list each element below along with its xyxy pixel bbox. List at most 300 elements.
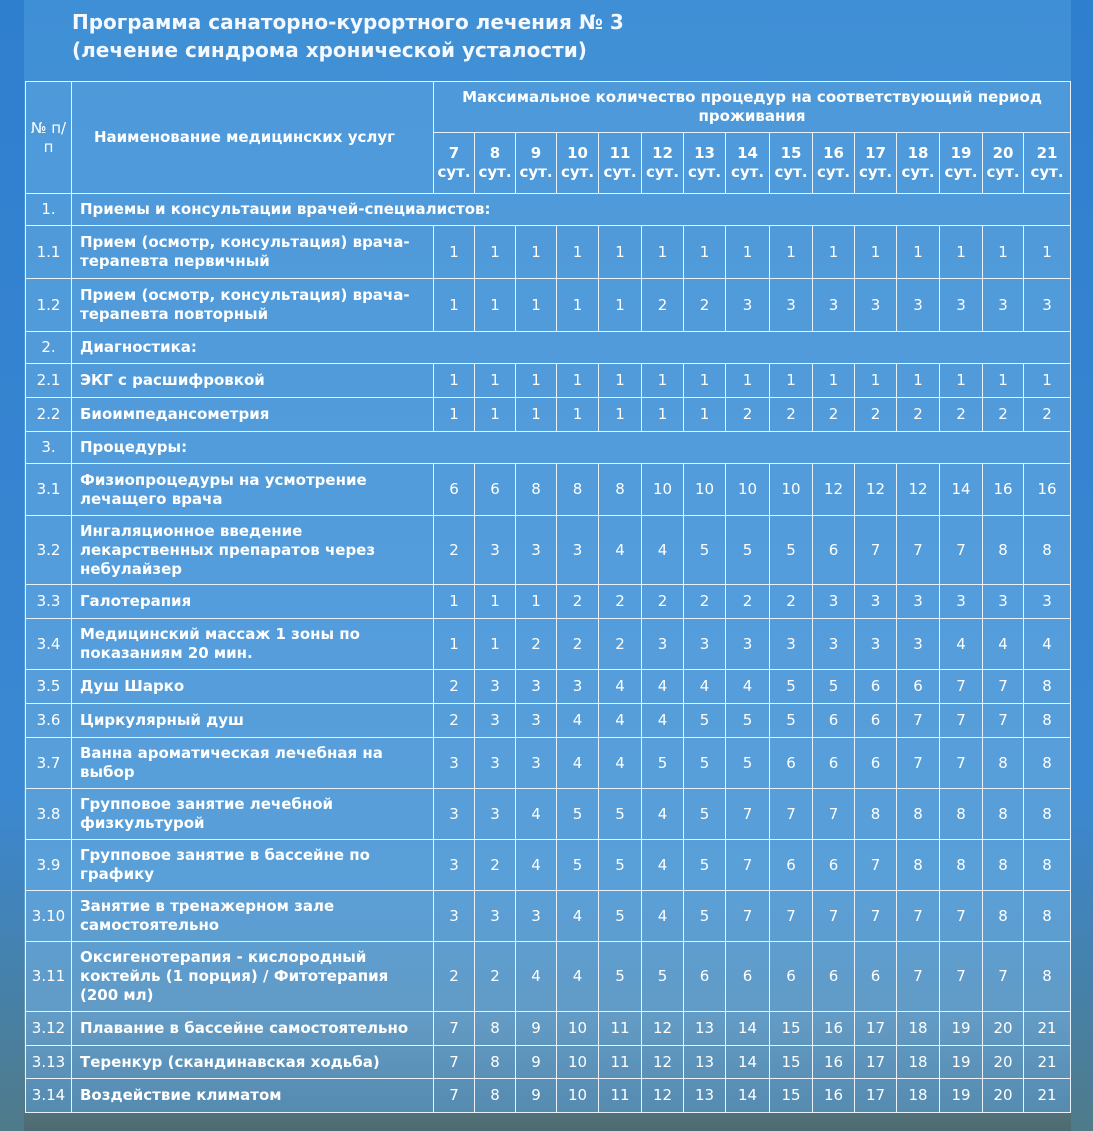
- table-row: [26, 704, 1071, 738]
- procedure-count: 1: [516, 585, 557, 619]
- procedure-count: 1: [684, 226, 726, 279]
- table-row: [26, 670, 1071, 704]
- service-name: Оксигенотерапия - кислородный коктейль (1 порция) / Фитотерапия (200 мл): [72, 942, 434, 1012]
- procedure-count: 3: [813, 619, 855, 670]
- procedure-count: 3: [475, 738, 516, 789]
- procedure-count: 10: [684, 464, 726, 516]
- procedure-count: 17: [855, 1079, 897, 1113]
- procedure-count: 8: [940, 840, 983, 891]
- procedure-count: 1: [983, 364, 1024, 398]
- header-day: 16 сут.: [813, 133, 855, 194]
- row-number: 3.14: [26, 1079, 72, 1113]
- procedure-count: 16: [813, 1046, 855, 1079]
- procedure-count: 6: [684, 942, 726, 1012]
- procedure-count: 3: [516, 704, 557, 738]
- procedure-count: 3: [434, 891, 475, 942]
- procedure-count: 4: [642, 840, 684, 891]
- procedure-count: 2: [434, 704, 475, 738]
- procedure-count: 2: [897, 398, 940, 432]
- procedure-count: 2: [599, 619, 642, 670]
- procedure-count: 1: [557, 364, 599, 398]
- procedure-count: 2: [434, 516, 475, 585]
- procedure-count: 6: [770, 840, 813, 891]
- service-name: Душ Шарко: [72, 670, 434, 704]
- procedure-count: 1: [475, 279, 516, 332]
- table-row: [26, 464, 1071, 516]
- procedure-count: 2: [940, 398, 983, 432]
- procedure-count: 1: [855, 364, 897, 398]
- procedure-count: 3: [434, 840, 475, 891]
- service-name: Плавание в бассейне самостоятельно: [72, 1012, 434, 1046]
- procedure-count: 6: [855, 670, 897, 704]
- procedure-count: 1: [940, 364, 983, 398]
- procedure-count: 18: [897, 1046, 940, 1079]
- procedure-count: 14: [940, 464, 983, 516]
- procedure-count: 1: [599, 226, 642, 279]
- procedure-count: 6: [434, 464, 475, 516]
- section-row: [26, 432, 1071, 464]
- procedure-count: 7: [940, 738, 983, 789]
- procedure-count: 16: [1024, 464, 1071, 516]
- procedure-count: 8: [1024, 516, 1071, 585]
- row-number: 1.1: [26, 226, 72, 279]
- procedure-count: 10: [557, 1079, 599, 1113]
- procedure-count: 6: [813, 516, 855, 585]
- section-title: Диагностика:: [72, 332, 1071, 364]
- procedure-count: 1: [599, 398, 642, 432]
- procedure-count: 4: [642, 670, 684, 704]
- procedure-count: 14: [726, 1079, 770, 1113]
- procedure-count: 8: [557, 464, 599, 516]
- procedure-count: 16: [983, 464, 1024, 516]
- procedure-count: 1: [813, 226, 855, 279]
- procedure-count: 3: [434, 789, 475, 840]
- procedure-count: 5: [599, 891, 642, 942]
- procedure-count: 8: [897, 840, 940, 891]
- procedure-count: 1: [557, 226, 599, 279]
- procedure-count: 8: [1024, 738, 1071, 789]
- row-number: 3.3: [26, 585, 72, 619]
- service-name: Прием (осмотр, консультация) врача-терапевта первичный: [72, 226, 434, 279]
- procedure-count: 3: [983, 279, 1024, 332]
- procedure-count: 4: [684, 670, 726, 704]
- procedure-count: 4: [726, 670, 770, 704]
- procedure-count: 1: [475, 619, 516, 670]
- procedure-count: 9: [516, 1012, 557, 1046]
- procedure-count: 20: [983, 1079, 1024, 1113]
- procedure-count: 10: [726, 464, 770, 516]
- row-number: 2.: [26, 332, 72, 364]
- procedure-count: 3: [897, 279, 940, 332]
- procedure-count: 5: [642, 738, 684, 789]
- procedure-count: 14: [726, 1012, 770, 1046]
- title-line-2: (лечение синдрома хронической усталости): [72, 38, 587, 62]
- procedure-count: 4: [557, 942, 599, 1012]
- procedure-count: 2: [599, 585, 642, 619]
- header-day: 20 сут.: [983, 133, 1024, 194]
- procedure-count: 8: [897, 789, 940, 840]
- procedure-count: 4: [516, 789, 557, 840]
- table-row: [26, 364, 1071, 398]
- procedure-count: 2: [475, 942, 516, 1012]
- procedure-count: 4: [642, 704, 684, 738]
- table-row: [26, 226, 1071, 279]
- procedure-count: 10: [770, 464, 813, 516]
- procedure-count: 7: [897, 942, 940, 1012]
- table-row: [26, 942, 1071, 1012]
- procedure-count: 5: [726, 516, 770, 585]
- procedure-count: 12: [897, 464, 940, 516]
- procedure-count: 1: [726, 364, 770, 398]
- procedure-count: 8: [855, 789, 897, 840]
- procedure-count: 11: [599, 1079, 642, 1113]
- procedure-count: 1: [475, 364, 516, 398]
- procedure-count: 21: [1024, 1012, 1071, 1046]
- section-title: Процедуры:: [72, 432, 1071, 464]
- procedure-count: 16: [813, 1079, 855, 1113]
- service-name: Биоимпедансометрия: [72, 398, 434, 432]
- procedure-count: 3: [475, 516, 516, 585]
- procedure-count: 7: [770, 789, 813, 840]
- procedure-count: 2: [726, 585, 770, 619]
- procedure-count: 12: [642, 1079, 684, 1113]
- procedure-count: 15: [770, 1046, 813, 1079]
- procedure-count: 3: [855, 619, 897, 670]
- procedure-count: 3: [855, 279, 897, 332]
- procedure-count: 8: [1024, 840, 1071, 891]
- procedure-count: 17: [855, 1046, 897, 1079]
- service-name: Галотерапия: [72, 585, 434, 619]
- procedure-count: 5: [557, 789, 599, 840]
- procedure-count: 4: [557, 891, 599, 942]
- procedure-count: 3: [516, 670, 557, 704]
- service-name: ЭКГ с расшифровкой: [72, 364, 434, 398]
- procedure-count: 1: [516, 226, 557, 279]
- procedure-count: 4: [642, 789, 684, 840]
- procedure-count: 4: [940, 619, 983, 670]
- procedure-count: 1: [516, 398, 557, 432]
- procedure-count: 2: [434, 942, 475, 1012]
- procedure-count: 3: [475, 789, 516, 840]
- procedure-count: 8: [1024, 942, 1071, 1012]
- procedure-count: 3: [813, 585, 855, 619]
- procedure-count: 3: [557, 670, 599, 704]
- procedure-count: 1: [940, 226, 983, 279]
- row-number: 3.13: [26, 1046, 72, 1079]
- procedure-count: 1: [684, 364, 726, 398]
- procedure-count: 8: [983, 840, 1024, 891]
- header-day: 17 сут.: [855, 133, 897, 194]
- procedure-count: 7: [434, 1046, 475, 1079]
- table-row: [26, 891, 1071, 942]
- procedure-count: 3: [475, 891, 516, 942]
- procedure-count: 15: [770, 1012, 813, 1046]
- procedure-count: 6: [475, 464, 516, 516]
- procedure-count: 1: [1024, 364, 1071, 398]
- table-row: [26, 279, 1071, 332]
- procedure-count: 20: [983, 1012, 1024, 1046]
- procedure-count: 2: [770, 585, 813, 619]
- procedure-count: 5: [684, 704, 726, 738]
- procedure-count: 8: [1024, 670, 1071, 704]
- procedure-count: 1: [813, 364, 855, 398]
- procedure-count: 4: [599, 704, 642, 738]
- procedure-count: 2: [642, 585, 684, 619]
- procedure-count: 1: [475, 585, 516, 619]
- procedure-count: 16: [813, 1012, 855, 1046]
- procedure-count: 3: [684, 619, 726, 670]
- procedure-count: 21: [1024, 1046, 1071, 1079]
- service-name: Физиопроцедуры на усмотрение лечащего врача: [72, 464, 434, 516]
- procedure-count: 1: [434, 226, 475, 279]
- procedure-count: 7: [983, 704, 1024, 738]
- procedure-count: 8: [599, 464, 642, 516]
- procedure-count: 2: [813, 398, 855, 432]
- procedure-count: 1: [770, 364, 813, 398]
- procedure-count: 11: [599, 1012, 642, 1046]
- header-day: 10 сут.: [557, 133, 599, 194]
- procedure-count: 7: [897, 891, 940, 942]
- procedure-count: 6: [813, 738, 855, 789]
- header-num: № п/п: [26, 82, 72, 194]
- procedure-count: 7: [940, 942, 983, 1012]
- procedure-count: 6: [770, 738, 813, 789]
- procedure-count: 1: [557, 279, 599, 332]
- procedure-count: 14: [726, 1046, 770, 1079]
- procedure-count: 4: [516, 942, 557, 1012]
- table-row: [26, 789, 1071, 840]
- procedure-count: 7: [983, 670, 1024, 704]
- procedure-count: 7: [726, 789, 770, 840]
- procedure-count: 4: [599, 670, 642, 704]
- procedure-count: 6: [855, 942, 897, 1012]
- procedure-count: 1: [434, 364, 475, 398]
- row-number: 3.8: [26, 789, 72, 840]
- row-number: 3.2: [26, 516, 72, 585]
- table-row: [26, 1012, 1071, 1046]
- procedure-count: 18: [897, 1012, 940, 1046]
- procedure-count: 13: [684, 1046, 726, 1079]
- procedure-count: 20: [983, 1046, 1024, 1079]
- table-row: [26, 738, 1071, 789]
- section-row: [26, 332, 1071, 364]
- procedure-count: 1: [599, 279, 642, 332]
- procedure-count: 12: [642, 1012, 684, 1046]
- procedure-count: 7: [813, 789, 855, 840]
- service-name: Медицинский массаж 1 зоны по показаниям 20 мин.: [72, 619, 434, 670]
- procedure-count: 15: [770, 1079, 813, 1113]
- procedure-count: 13: [684, 1079, 726, 1113]
- procedure-count: 5: [726, 738, 770, 789]
- procedure-count: 18: [897, 1079, 940, 1113]
- procedure-count: 5: [726, 704, 770, 738]
- procedure-count: 1: [855, 226, 897, 279]
- procedure-count: 5: [557, 840, 599, 891]
- procedure-count: 5: [684, 891, 726, 942]
- procedure-count: 7: [983, 942, 1024, 1012]
- header-day: 19 сут.: [940, 133, 983, 194]
- procedure-count: 7: [897, 704, 940, 738]
- procedure-count: 8: [983, 891, 1024, 942]
- header-day: 9 сут.: [516, 133, 557, 194]
- procedure-count: 7: [726, 891, 770, 942]
- procedure-count: 9: [516, 1046, 557, 1079]
- procedure-count: 4: [1024, 619, 1071, 670]
- table-row: [26, 1046, 1071, 1079]
- row-number: 3.11: [26, 942, 72, 1012]
- procedure-count: 5: [684, 516, 726, 585]
- procedure-count: 5: [684, 840, 726, 891]
- table-row: [26, 840, 1071, 891]
- procedure-count: 1: [897, 364, 940, 398]
- procedure-count: 1: [434, 279, 475, 332]
- procedure-count: 3: [642, 619, 684, 670]
- header-day: 21 сут.: [1024, 133, 1071, 194]
- procedure-count: 6: [855, 738, 897, 789]
- table-row: [26, 585, 1071, 619]
- procedure-count: 1: [557, 398, 599, 432]
- procedure-count: 7: [813, 891, 855, 942]
- row-number: 3.9: [26, 840, 72, 891]
- procedure-count: 5: [813, 670, 855, 704]
- table-row: [26, 398, 1071, 432]
- table-row: [26, 1079, 1071, 1113]
- header-period: Максимальное количество процедур на соответствующий период проживания: [434, 82, 1071, 133]
- procedure-count: 8: [983, 516, 1024, 585]
- row-number: 2.1: [26, 364, 72, 398]
- procedure-count: 3: [855, 585, 897, 619]
- procedure-count: 1: [726, 226, 770, 279]
- procedure-count: 3: [516, 516, 557, 585]
- procedure-count: 3: [726, 279, 770, 332]
- right-border-strip: [1071, 0, 1093, 1131]
- procedure-count: 2: [770, 398, 813, 432]
- header-day: 18 сут.: [897, 133, 940, 194]
- header-day: 15 сут.: [770, 133, 813, 194]
- procedure-count: 3: [940, 585, 983, 619]
- procedure-count: 6: [770, 942, 813, 1012]
- service-name: Воздействие климатом: [72, 1079, 434, 1113]
- procedure-count: 7: [940, 670, 983, 704]
- service-name: Циркулярный душ: [72, 704, 434, 738]
- procedure-count: 1: [475, 398, 516, 432]
- procedure-count: 1: [434, 585, 475, 619]
- procedure-count: 2: [726, 398, 770, 432]
- procedure-count: 5: [684, 789, 726, 840]
- procedure-count: 3: [557, 516, 599, 585]
- procedure-count: 4: [983, 619, 1024, 670]
- section-title: Приемы и консультации врачей-специалистов:: [72, 194, 1071, 226]
- row-number: 1.2: [26, 279, 72, 332]
- procedure-count: 7: [434, 1079, 475, 1113]
- row-number: 3.7: [26, 738, 72, 789]
- left-border-strip: [0, 0, 24, 1131]
- procedure-count: 19: [940, 1012, 983, 1046]
- procedure-count: 2: [684, 585, 726, 619]
- procedure-count: 7: [855, 840, 897, 891]
- procedure-count: 3: [770, 619, 813, 670]
- procedure-count: 10: [642, 464, 684, 516]
- procedure-count: 1: [642, 364, 684, 398]
- procedure-count: 1: [770, 226, 813, 279]
- procedure-count: 1: [516, 364, 557, 398]
- procedure-count: 4: [557, 704, 599, 738]
- procedure-count: 1: [684, 398, 726, 432]
- section-row: [26, 194, 1071, 226]
- procedure-count: 3: [897, 619, 940, 670]
- procedure-count: 1: [1024, 226, 1071, 279]
- procedure-count: 8: [475, 1079, 516, 1113]
- procedure-count: 2: [642, 279, 684, 332]
- procedure-count: 1: [434, 619, 475, 670]
- service-name: Групповое занятие лечебной физкультурой: [72, 789, 434, 840]
- procedure-count: 2: [983, 398, 1024, 432]
- procedure-count: 7: [726, 840, 770, 891]
- procedure-count: 2: [1024, 398, 1071, 432]
- header-name: Наименование медицинских услуг: [72, 82, 434, 194]
- procedure-count: 6: [813, 942, 855, 1012]
- table-row: [26, 619, 1071, 670]
- service-name: Прием (осмотр, консультация) врача-терапевта повторный: [72, 279, 434, 332]
- header-day: 14 сут.: [726, 133, 770, 194]
- row-number: 3.4: [26, 619, 72, 670]
- procedure-count: 1: [642, 226, 684, 279]
- procedure-count: 4: [642, 516, 684, 585]
- procedure-count: 4: [557, 738, 599, 789]
- procedure-count: 6: [897, 670, 940, 704]
- procedure-count: 3: [983, 585, 1024, 619]
- procedure-count: 8: [1024, 891, 1071, 942]
- table-body: [26, 194, 1071, 1113]
- procedure-count: 3: [516, 738, 557, 789]
- procedure-count: 7: [897, 516, 940, 585]
- procedure-count: 2: [516, 619, 557, 670]
- procedure-count: 2: [684, 279, 726, 332]
- procedure-count: 7: [770, 891, 813, 942]
- procedure-count: 5: [684, 738, 726, 789]
- service-name: Групповое занятие в бассейне по графику: [72, 840, 434, 891]
- procedure-count: 21: [1024, 1079, 1071, 1113]
- procedure-count: 5: [599, 942, 642, 1012]
- service-name: Ванна ароматическая лечебная на выбор: [72, 738, 434, 789]
- procedure-count: 12: [642, 1046, 684, 1079]
- procedure-count: 4: [599, 516, 642, 585]
- procedure-count: 5: [599, 789, 642, 840]
- procedure-count: 2: [855, 398, 897, 432]
- procedure-count: 5: [770, 516, 813, 585]
- procedure-count: 19: [940, 1046, 983, 1079]
- title-line-1: Программа санаторно-курортного лечения № 3: [72, 10, 624, 34]
- procedure-count: 3: [516, 891, 557, 942]
- procedure-count: 6: [726, 942, 770, 1012]
- procedure-count: 7: [434, 1012, 475, 1046]
- row-number: 2.2: [26, 398, 72, 432]
- procedure-count: 2: [475, 840, 516, 891]
- procedure-count: 1: [434, 398, 475, 432]
- row-number: 3.5: [26, 670, 72, 704]
- procedure-count: 8: [1024, 704, 1071, 738]
- procedure-count: 4: [599, 738, 642, 789]
- procedure-count: 1: [516, 279, 557, 332]
- procedure-count: 8: [983, 789, 1024, 840]
- procedure-count: 5: [642, 942, 684, 1012]
- procedure-count: 3: [1024, 585, 1071, 619]
- header-day: 12 сут.: [642, 133, 684, 194]
- procedure-count: 7: [855, 891, 897, 942]
- procedure-count: 7: [940, 516, 983, 585]
- procedure-count: 1: [642, 398, 684, 432]
- procedure-count: 17: [855, 1012, 897, 1046]
